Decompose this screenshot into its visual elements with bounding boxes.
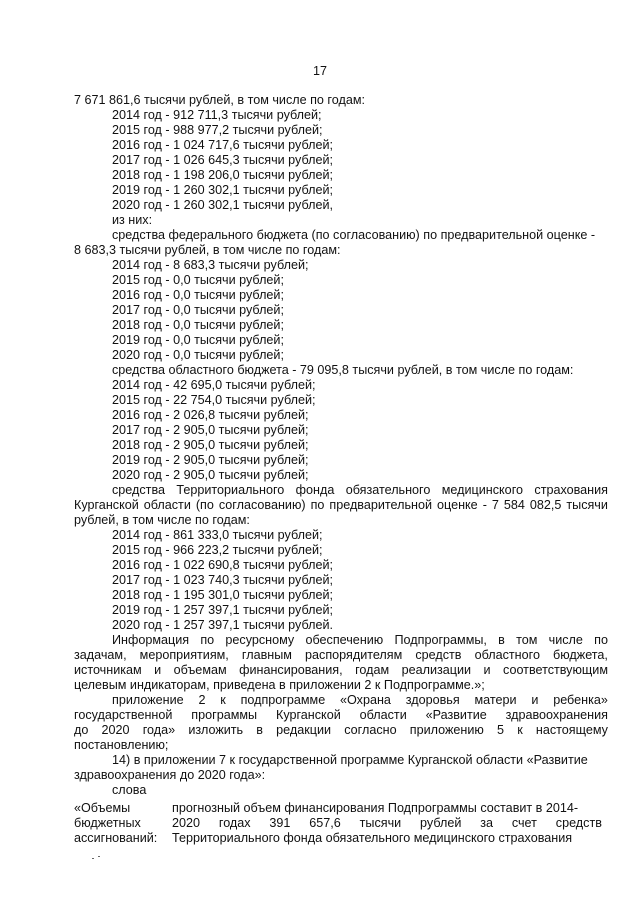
appendix-line: государственной программы Курганской области «Развитие здравоохранения (74, 708, 608, 722)
total-line: 7 671 861,6 тысячи рублей, в том числе по годам: (74, 93, 365, 107)
fund-line-2 (74, 498, 608, 512)
regional-year-item: 2018 год - 2 905,0 тысячи рублей; (112, 438, 309, 452)
scan-speck (92, 858, 94, 859)
federal-year-item: 2017 год - 0,0 тысячи рублей; (112, 303, 284, 317)
fund-year-item: 2020 год - 1 257 397,1 тысячи рублей. (112, 618, 333, 632)
page-number: 17 (312, 64, 327, 78)
federal-line-1: средства федерального бюджета (по согласованию) по предварительной оценке - (112, 228, 596, 242)
info-line: источникам и объемам финансирования, годам реализации и соответствующим (74, 663, 608, 677)
words-label: слова (112, 783, 147, 797)
appendix-line: постановлению; (74, 738, 169, 752)
info-line: целевым индикаторам, приведена в приложении 2 к Подпрограмме.»; (74, 678, 485, 692)
total-year-item: 2018 год - 1 198 206,0 тысячи рублей; (112, 168, 333, 182)
federal-year-item: 2014 год - 8 683,3 тысячи рублей; (112, 258, 309, 272)
total-year-item: 2020 год - 1 260 302,1 тысячи рублей, (112, 198, 333, 212)
info-line: задачам, мероприятиям, главным распорядителям средств областного бюджета, (74, 648, 608, 662)
federal-year-item: 2015 год - 0,0 тысячи рублей; (112, 273, 284, 287)
item-14-line: 14) в приложении 7 к государственной программе Курганской области «Развитие (112, 753, 588, 767)
federal-year-item: 2019 год - 0,0 тысячи рублей; (112, 333, 284, 347)
regional-line: средства областного бюджета - 79 095,8 тысячи рублей, в том числе по годам: (112, 363, 574, 377)
fund-year-item: 2018 год - 1 195 301,0 тысячи рублей; (112, 588, 333, 602)
fund-line-2-text: Курганской области (по согласованию) по предварительной оценке - 7 584 082,5 тысячи (74, 498, 608, 512)
scan-speck (98, 856, 100, 857)
regional-year-item: 2017 год - 2 905,0 тысячи рублей; (112, 423, 309, 437)
regional-year-item: 2015 год - 22 754,0 тысячи рублей; (112, 393, 316, 407)
item-14-line: здравоохранения до 2020 года»: (74, 768, 266, 782)
regional-year-item: 2016 год - 2 026,8 тысячи рублей; (112, 408, 309, 422)
fund-year-item: 2017 год - 1 023 740,3 тысячи рублей; (112, 573, 333, 587)
federal-line-2: 8 683,3 тысячи рублей, в том числе по годам: (74, 243, 341, 257)
fund-year-item: 2015 год - 966 223,2 тысячи рублей; (112, 543, 323, 557)
total-year-item: 2015 год - 988 977,2 тысячи рублей; (112, 123, 323, 137)
federal-year-item: 2018 год - 0,0 тысячи рублей; (112, 318, 284, 332)
fund-line-1-text: средства Территориального фонда обязательного медицинского страхования (112, 483, 608, 497)
fund-line-3: рублей, в том числе по годам: (74, 513, 250, 527)
fund-year-item: 2019 год - 1 257 397,1 тысячи рублей; (112, 603, 333, 617)
total-year-item: 2014 год - 912 711,3 тысячи рублей; (112, 108, 322, 122)
appendix-line: до 2020 года» изложить в редакции согласно приложению 5 к настоящему (74, 723, 608, 737)
info-line: Информация по ресурсному обеспечению Подпрограммы, в том числе по (112, 633, 608, 647)
total-year-item: 2017 год - 1 026 645,3 тысячи рублей; (112, 153, 333, 167)
fund-line-1 (112, 483, 608, 497)
of-them-label: из них: (112, 213, 153, 227)
total-year-item: 2016 год - 1 024 717,6 тысячи рублей; (112, 138, 333, 152)
regional-year-item: 2014 год - 42 695,0 тысячи рублей; (112, 378, 316, 392)
regional-year-item: 2020 год - 2 905,0 тысячи рублей; (112, 468, 309, 482)
federal-year-item: 2020 год - 0,0 тысячи рублей; (112, 348, 284, 362)
fund-year-item: 2014 год - 861 333,0 тысячи рублей; (112, 528, 323, 542)
appendix-line: приложение 2 к подпрограмме «Охрана здоровья матери и ребенка» (112, 693, 608, 707)
regional-year-item: 2019 год - 2 905,0 тысячи рублей; (112, 453, 309, 467)
total-year-item: 2019 год - 1 260 302,1 тысячи рублей; (112, 183, 333, 197)
federal-year-item: 2016 год - 0,0 тысячи рублей; (112, 288, 284, 302)
fund-year-item: 2016 год - 1 022 690,8 тысячи рублей; (112, 558, 333, 572)
